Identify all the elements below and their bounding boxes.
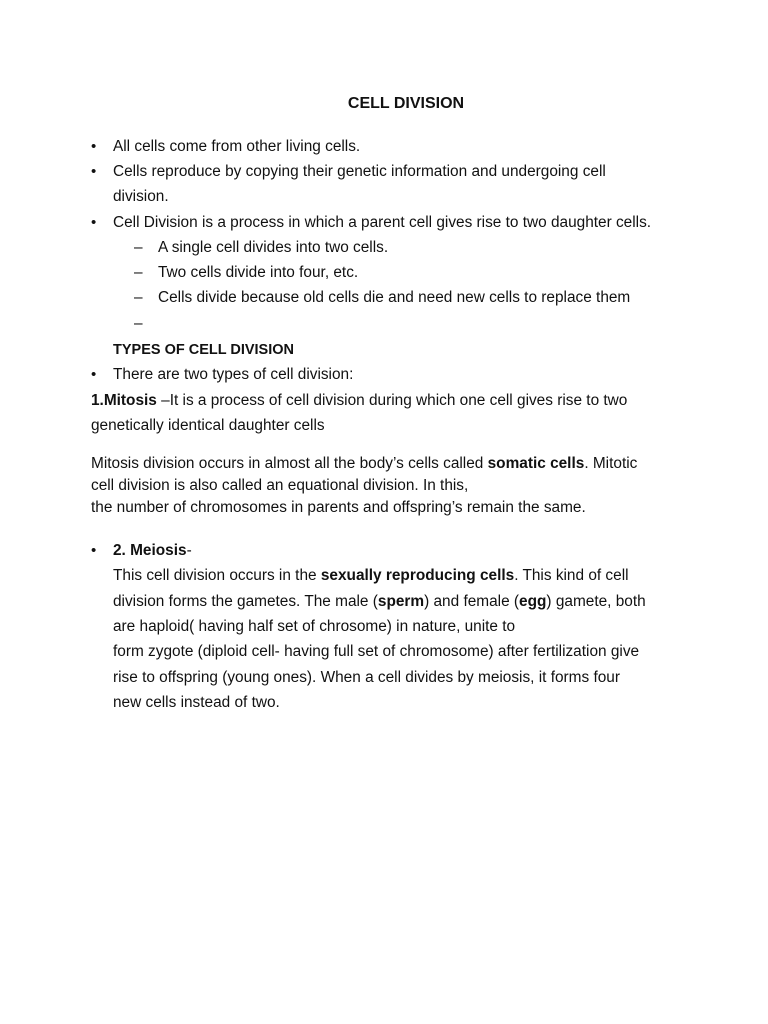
sub-item-1: A single cell divides into two cells. [158, 239, 389, 256]
types-bullet-text: There are two types of cell division: [113, 366, 354, 383]
bullet-text-2-line2: division. [113, 188, 169, 205]
meiosis-line-5: rise to offspring (young ones). When a cell divides by meiosis, it forms four [113, 669, 620, 686]
bullet-marker: • [91, 214, 97, 231]
bullet-text-2-line1: Cells reproduce by copying their genetic information and undergoing cell [113, 163, 606, 180]
page-title: CELL DIVISION [347, 95, 465, 112]
mitosis-paragraph-line-3: the number of chromosomes in parents and offspring’s remain the same. [91, 499, 586, 516]
bullet-marker: • [91, 138, 97, 155]
mitosis-label: 1.Mitosis [91, 392, 157, 409]
meiosis-text: division forms the gametes. The male ( [113, 593, 378, 610]
mitosis-line-2: genetically identical daughter cells [91, 417, 325, 434]
mitosis-definition: –It is a process of cell division during which one cell gives rise to two [156, 392, 628, 409]
meiosis-line-3: are haploid( having half set of chrosome) in nature, unite to [113, 618, 516, 635]
dash-marker: – [134, 289, 143, 306]
sub-item-3: Cells divide because old cells die and need new cells to replace them [158, 289, 631, 306]
somatic-cells-term: somatic cells [487, 455, 585, 472]
mitosis-line-1 [91, 391, 627, 411]
meiosis-line-2 [113, 592, 646, 612]
meiosis-heading [113, 541, 192, 561]
sexually-reproducing-cells-term: sexually reproducing cells [320, 567, 515, 584]
bullet-text-1: All cells come from other living cells. [113, 138, 361, 155]
sub-item-2: Two cells divide into four, etc. [158, 264, 359, 281]
bullet-marker: • [91, 366, 97, 383]
meiosis-label-dash: - [186, 542, 192, 559]
section-heading-types: TYPES OF CELL DIVISION [113, 342, 295, 358]
bullet-marker: • [91, 163, 97, 180]
egg-term: egg [519, 593, 547, 610]
meiosis-line-6: new cells instead of two. [113, 694, 280, 711]
sperm-term: sperm [377, 593, 425, 610]
meiosis-line-4: form zygote (diploid cell- having full set of chromosome) after fertilization give [113, 643, 640, 660]
dash-marker-empty: – [134, 315, 143, 332]
meiosis-text: ) gamete, both [546, 593, 646, 610]
meiosis-label: 2. Meiosis [113, 542, 187, 559]
meiosis-text: . This kind of cell [514, 567, 629, 584]
bullet-marker: • [91, 542, 97, 559]
dash-marker: – [134, 264, 143, 281]
dash-marker: – [134, 239, 143, 256]
mitosis-text: . Mitotic [584, 455, 638, 472]
meiosis-line-1 [113, 566, 629, 586]
meiosis-text: ) and female ( [424, 593, 520, 610]
mitosis-paragraph-line-2: cell division is also called an equational division. In this, [91, 477, 469, 494]
meiosis-text: This cell division occurs in the [113, 567, 321, 584]
mitosis-text: Mitosis division occurs in almost all the body’s cells called [91, 455, 488, 472]
mitosis-paragraph-line-1 [91, 454, 637, 474]
bullet-text-3: Cell Division is a process in which a parent cell gives rise to two daughter cells. [113, 214, 652, 231]
